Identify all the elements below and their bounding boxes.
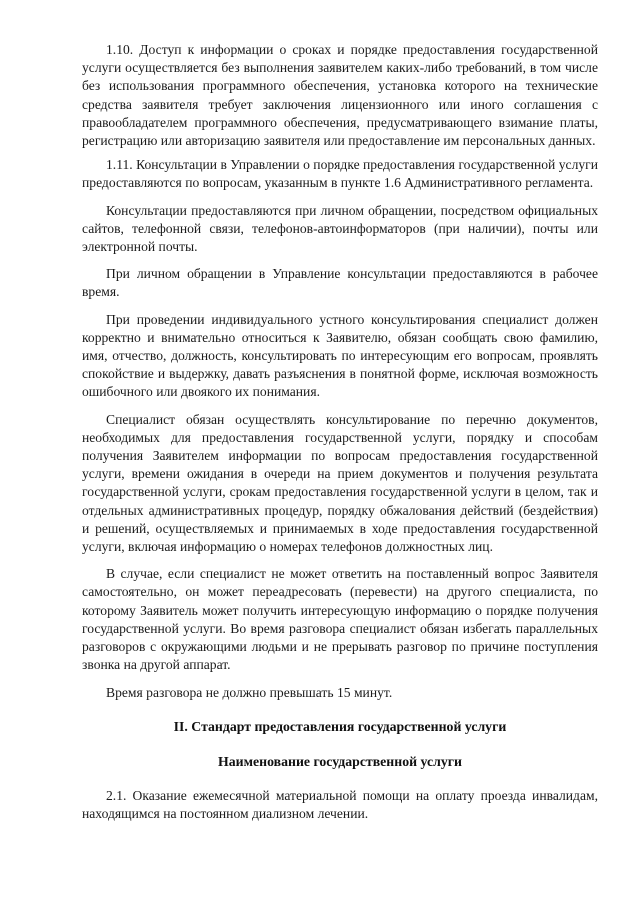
paragraph-specialist-duties: Специалист обязан осуществлять консультирование по перечню документов, необходимых для предоставления государственной услуги, порядку и способам получения Заявителем информации по вопросам предоставления государственной услуги, времени ожидания в очереди на прием документов и получения результата государственной услуги, срокам предоставления государственной услуги в целом, так и отдельных административных процедур, порядку обжалования действий (бездействия) и решений, осуществляемых и принимаемых в ходе предоставления государственной услуги, включая информацию о номерах телефонов должностных лиц. <box>82 411 598 555</box>
paragraph-individual-consulting: При проведении индивидуального устного консультирования специалист должен корректно и внимательно относиться к Заявителю, обязан сообщать свою фамилию, имя, отчество, должность, консультировать по интересующим его вопросам, проявлять спокойствие и выдержку, давать разъяснения в понятной форме, исключая возможность ошибочного или двоякого их понимания. <box>82 311 598 400</box>
paragraph-redirect: В случае, если специалист не может ответить на поставленный вопрос Заявителя самостоятельно, он может переадресовать (перевести) на другого специалиста, по которому Заявитель может получить интересующую информацию о порядке получения государственной услуги. Во время разговора специалист обязан избегать параллельных разговоров с окружающими людьми и не прерывать разговор по причине поступления звонка на другой аппарат. <box>82 566 598 673</box>
subsection-heading: Наименование государственной услуги <box>218 753 462 769</box>
paragraph-personal-visit: При личном обращении в Управление консультации предоставляются в рабочее время. <box>82 266 598 300</box>
paragraph-2-1: 2.1. Оказание ежемесячной материальной помощи на оплату проезда инвалидам, находящимся на постоянном диализном лечении. <box>82 787 598 821</box>
paragraph-call-duration: Время разговора не должно превышать 15 минут. <box>106 684 393 700</box>
section-heading: II. Стандарт предоставления государственной услуги <box>173 718 507 734</box>
document-body <box>82 41 598 832</box>
paragraph-consultation-channels: Консультации предоставляются при личном обращении, посредством официальных сайтов, телефонной связи, телефонов-автоинформаторов (при наличии), почты или электронной почты. <box>82 202 598 255</box>
paragraph-1-11: 1.11. Консультации в Управлении о порядке предоставления государственной услуги предоставляются по вопросам, указанным в пункте 1.6 Административного регламента. <box>82 157 598 191</box>
paragraph-1-10: 1.10. Доступ к информации о сроках и порядке предоставления государственной услуги осуществляется без выполнения заявителем каких-либо требований, в том числе без использования программного обеспечения, установка которого на технические средства заявителя требует заключения лицензионного или иного соглашения с правообладателем программного обеспечения, предусматривающего взимание платы, регистрацию или авторизацию заявителя или предоставление им персональных данных. <box>82 42 598 149</box>
